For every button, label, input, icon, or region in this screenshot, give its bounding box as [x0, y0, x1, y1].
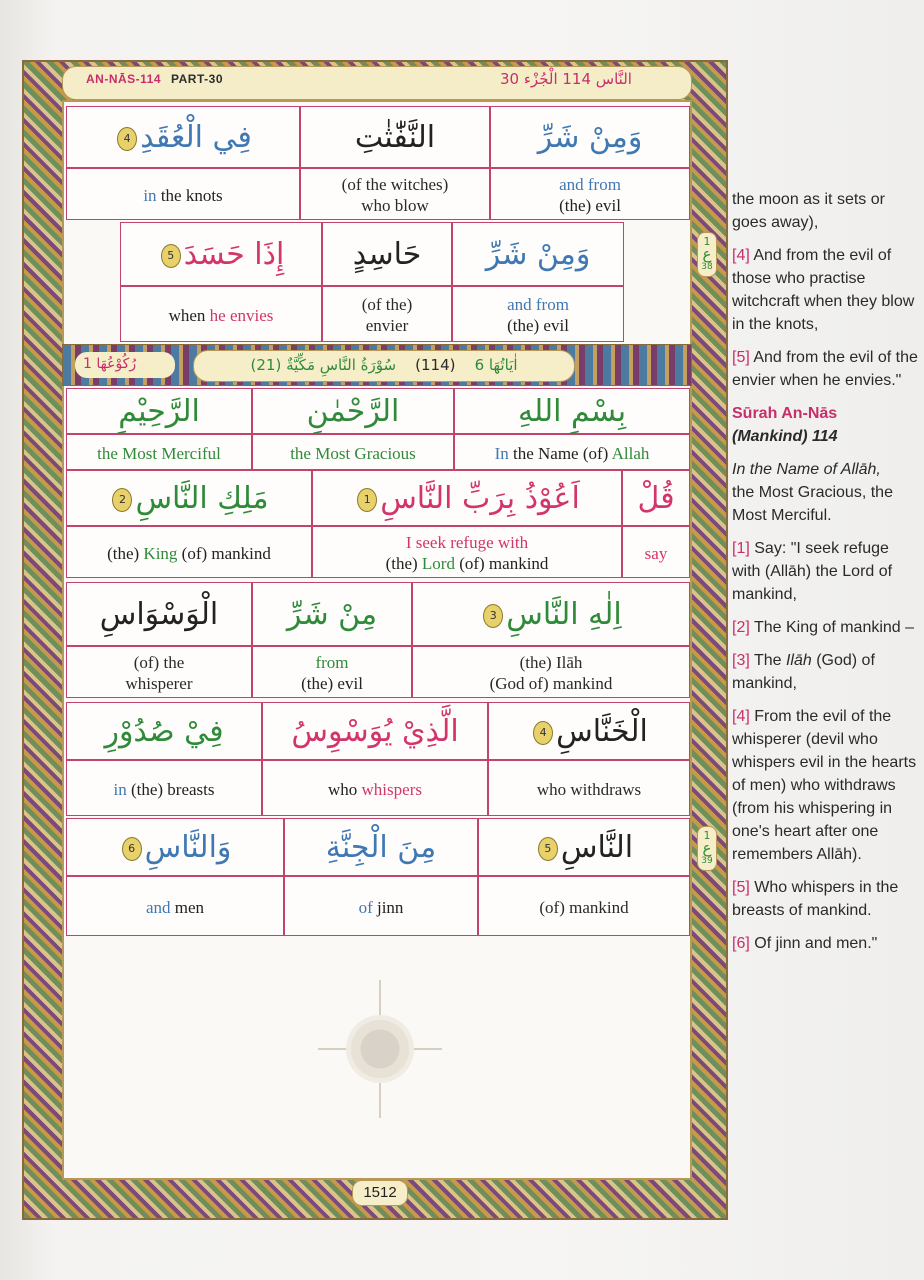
translation-line: from: [315, 653, 349, 672]
translation-cell: [488, 760, 690, 816]
banner-ruku-box: [75, 352, 175, 378]
translation-line: and from: [559, 175, 621, 194]
translation-cell: [66, 760, 262, 816]
word-translation: [455, 443, 689, 464]
ruku-mark-top: 1: [703, 829, 711, 842]
translation-line: in (the) breasts: [113, 780, 215, 799]
translation-line: In the Name (of) Allah: [494, 444, 650, 463]
arabic-word-cell: [454, 388, 690, 434]
word-translation: [413, 652, 689, 694]
word-translation: [301, 174, 489, 216]
translation-line: who whispers: [328, 780, 422, 799]
translation-cell: [412, 646, 690, 698]
surah-banner: [62, 344, 692, 386]
translation-cell: [454, 434, 690, 470]
arabic-word-text: النَّاسِ: [560, 830, 634, 865]
arabic-word: [285, 830, 477, 865]
translation-paragraph: Sūrah An-Nās: [732, 405, 838, 422]
arabic-word: [263, 714, 487, 749]
arabic-word-cell: [452, 222, 624, 286]
arabic-word-cell: [66, 106, 300, 168]
banner-surah-title: سُوْرَةُ النَّاسِ مَكِّيَّةٌ (21): [250, 356, 397, 374]
ruku-mark-39: [697, 826, 717, 871]
arabic-word-text: الَّذِيْ يُوَسْوِسُ: [291, 714, 459, 749]
word-translation: [623, 543, 689, 564]
arabic-word: [67, 120, 299, 155]
translation-line: the Most Gracious: [290, 444, 416, 463]
header-right-arabic: النَّاس 114 الْجُزْء 30: [500, 70, 632, 88]
arabic-word-text: مِنَ الْجِنَّةِ: [325, 830, 437, 865]
word-translation: [121, 305, 321, 326]
translation-paragraph: [4] From the evil of the whisperer (devil who whispers evil in the hearts of men) who withdraws (from his whispering in one's heart after one remembers Allāh).: [732, 708, 917, 863]
translation-cell: [66, 646, 252, 698]
word-translation: [285, 897, 477, 918]
ruku-mark-top: 1: [703, 235, 711, 248]
arabic-word: [323, 237, 451, 272]
translation-paragraph: In the Name of Allāh,: [732, 461, 881, 478]
arabic-word-cell: [312, 470, 622, 526]
translation-cell: [252, 646, 412, 698]
header-surah-name: AN-NĀS-114: [86, 72, 162, 86]
ruku-mark-num: 39: [701, 856, 713, 866]
verse-number-marker: 4: [117, 127, 137, 151]
arabic-word-text: فِي الْعُقَدِ: [140, 120, 252, 155]
word-translation: [313, 532, 621, 574]
banner-title: [194, 356, 574, 374]
translation-column: [732, 188, 918, 965]
arabic-word-text: وَالنَّاسِ: [144, 830, 232, 865]
word-translation: [491, 174, 689, 216]
word-translation: [253, 443, 453, 464]
translation-cell: [478, 876, 690, 936]
verse-number-marker: 2: [112, 488, 132, 512]
rosette-medallion: [346, 1015, 414, 1083]
arabic-word-cell: [66, 818, 284, 876]
word-translation: [67, 185, 299, 206]
ruku-mark-letter: ع: [702, 839, 712, 857]
arabic-word-text: الرَّحْمٰنِ: [306, 394, 400, 429]
arabic-word: [489, 714, 689, 749]
word-translation: [489, 779, 689, 800]
translation-line: (of) the: [133, 653, 185, 672]
word-translation: [67, 897, 283, 918]
word-translation: [263, 779, 487, 800]
translation-line: (the) evil: [507, 316, 569, 335]
arabic-word-text: فِيْ صُدُوْرِ: [104, 714, 224, 749]
translation-cell: [490, 168, 690, 220]
translation-cell: [622, 526, 690, 578]
translation-cell: [322, 286, 452, 342]
arabic-word-text: اِلٰهِ النَّاسِ: [506, 597, 622, 632]
arabic-word: [453, 237, 623, 272]
translation-line: (of the): [361, 295, 413, 314]
page-number: 1512: [352, 1180, 408, 1206]
translation-cell: [300, 168, 490, 220]
arabic-word: [313, 481, 621, 516]
word-translation: [323, 294, 451, 336]
translation-line: who withdraws: [536, 780, 642, 799]
arabic-word: [491, 120, 689, 155]
translation-line: and men: [145, 898, 205, 917]
translation-line: (of the witches): [341, 175, 449, 194]
verse-number-marker: 4: [533, 721, 553, 745]
arabic-word-text: اَعُوْذُ بِرَبِّ النَّاسِ: [380, 481, 580, 516]
arabic-word-cell: [120, 222, 322, 286]
arabic-word: [479, 830, 689, 865]
arabic-word: [121, 237, 321, 272]
translation-line: and from: [507, 295, 569, 314]
banner-title-box: [193, 350, 575, 382]
translation-line: say: [644, 544, 668, 563]
translation-line: the Most Merciful: [97, 444, 221, 463]
translation-paragraph: the moon as it sets or goes away),: [732, 191, 885, 231]
header-part: PART-30: [171, 72, 223, 86]
arabic-word-text: مِنْ شَرِّ: [286, 597, 378, 632]
verse-number-marker: 1: [357, 488, 377, 512]
arabic-word: [455, 394, 689, 429]
arabic-word-text: إِذَا حَسَدَ: [183, 237, 285, 272]
arabic-word-text: الرَّحِيْمِ: [118, 394, 200, 429]
word-translation: [67, 443, 251, 464]
arabic-word: [67, 394, 251, 429]
translation-paragraph: (Mankind) 114: [732, 428, 838, 445]
word-translation: [67, 779, 261, 800]
translation-cell: [284, 876, 478, 936]
arabic-word-text: وَمِنْ شَرِّ: [537, 120, 643, 155]
translation-line: who blow: [361, 196, 429, 215]
translation-line: envier: [365, 316, 409, 335]
translation-paragraph: [5] And from the evil of the envier when he envies.": [732, 349, 918, 389]
translation-line: (the) Ilāh: [519, 653, 583, 672]
arabic-word-text: النَّفّٰثٰتِ: [354, 120, 436, 155]
translation-cell: [66, 168, 300, 220]
banner-ayat: اٰيَاتُهَا 6: [474, 356, 518, 374]
translation-paragraph: [6] Of jinn and men.": [732, 935, 878, 952]
arabic-word-cell: [412, 582, 690, 646]
translation-paragraph: [5] Who whispers in the breasts of mankind.: [732, 879, 899, 919]
translation-line: of jinn: [358, 898, 404, 917]
ruku-mark-letter: ع: [702, 245, 712, 263]
arabic-word-cell: [478, 818, 690, 876]
arabic-word-cell: [252, 582, 412, 646]
verse-number-marker: 5: [161, 244, 181, 268]
translation-line: (the) Lord (of) mankind: [385, 554, 549, 573]
translation-cell: [262, 760, 488, 816]
translation-cell: [252, 434, 454, 470]
arabic-word: [67, 597, 251, 632]
word-translation: [479, 897, 689, 918]
translation-paragraph: [1] Say: "I seek refuge with (Allāh) the Lord of mankind,: [732, 540, 893, 603]
arabic-word-cell: [66, 470, 312, 526]
translation-cell: [452, 286, 624, 342]
translation-cell: [312, 526, 622, 578]
banner-number: (114): [415, 356, 456, 374]
translation-line: (of) mankind: [539, 898, 629, 917]
word-translation: [67, 543, 311, 564]
translation-cell: [66, 434, 252, 470]
arabic-word: [623, 481, 689, 516]
verse-number-marker: 3: [483, 604, 503, 628]
arabic-word-cell: [66, 582, 252, 646]
arabic-word-cell: [300, 106, 490, 168]
arabic-word: [253, 597, 411, 632]
arabic-word-cell: [284, 818, 478, 876]
arabic-word-text: الْوَسْوَاسِ: [99, 597, 219, 632]
arabic-word-cell: [262, 702, 488, 760]
translation-cell: [66, 876, 284, 936]
verse-number-marker: 6: [122, 837, 142, 861]
translation-paragraph: [4] And from the evil of those who practise witchcraft when they blow in the knots,: [732, 247, 915, 333]
translation-cell: [120, 286, 322, 342]
ruku-mark-38: [697, 232, 717, 277]
arabic-word-cell: [252, 388, 454, 434]
arabic-word-cell: [622, 470, 690, 526]
translation-line: (the) evil: [301, 674, 363, 693]
arabic-word-text: حَاسِدٍ: [352, 237, 422, 272]
translation-cell: [66, 526, 312, 578]
translation-paragraph: [3] The Ilāh (God) of mankind,: [732, 652, 875, 692]
arabic-word: [67, 830, 283, 865]
translation-line: (God of) mankind: [489, 674, 613, 693]
header-left: [86, 72, 223, 86]
ruku-mark-num: 38: [701, 262, 713, 272]
arabic-word-cell: [322, 222, 452, 286]
arabic-word: [67, 714, 261, 749]
word-translation: [453, 294, 623, 336]
arabic-word-text: الْخَنَّاسِ: [556, 714, 648, 749]
arabic-word-text: بِسْمِ اللهِ: [517, 394, 627, 429]
translation-line: whisperer: [125, 674, 193, 693]
arabic-word-cell: [490, 106, 690, 168]
translation-line: I seek refuge with: [405, 533, 529, 552]
arabic-word-cell: [66, 388, 252, 434]
translation-line: (the) evil: [559, 196, 621, 215]
arabic-word-cell: [488, 702, 690, 760]
translation-paragraph: the Most Gracious, the Most Merciful.: [732, 484, 893, 524]
arabic-word-text: وَمِنْ شَرِّ: [485, 237, 591, 272]
translation-line: (the) King (of) mankind: [107, 544, 271, 563]
translation-line: in the knots: [143, 186, 223, 205]
word-translation: [253, 652, 411, 694]
arabic-word: [67, 481, 311, 516]
banner-ruku: رُكُوْعُهَا 1: [83, 356, 137, 372]
arabic-word: [253, 394, 453, 429]
translation-line: when he envies: [168, 306, 274, 325]
arabic-word-text: مَلِكِ النَّاسِ: [135, 481, 269, 516]
arabic-word: [413, 597, 689, 632]
verse-number-marker: 5: [538, 837, 558, 861]
translation-paragraph: [2] The King of mankind –: [732, 619, 915, 636]
word-translation: [67, 652, 251, 694]
arabic-word: [301, 120, 489, 155]
arabic-word-text: قُلْ: [637, 481, 675, 516]
arabic-word-cell: [66, 702, 262, 760]
